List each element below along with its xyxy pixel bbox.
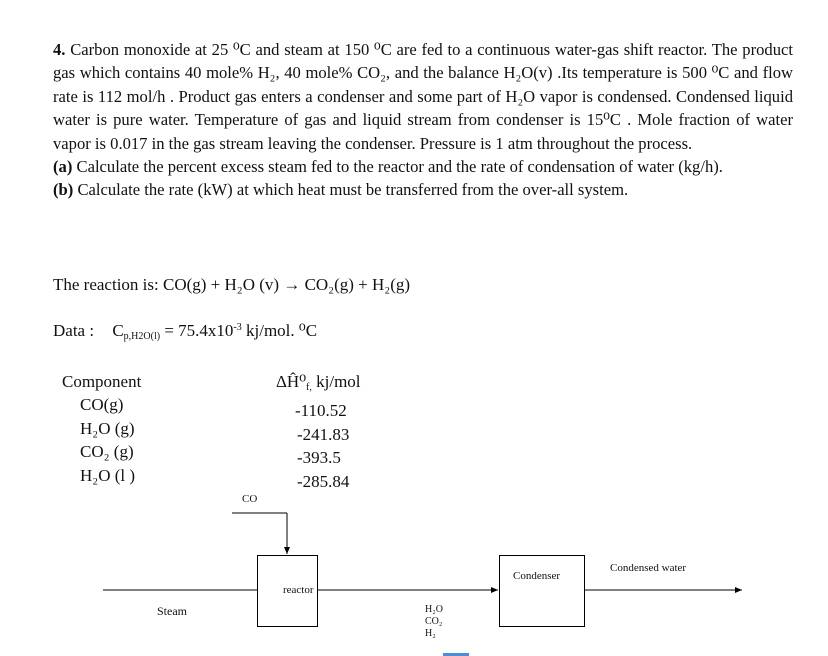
- enthalpy-units: kj/mol: [316, 372, 361, 391]
- enthalpy-sub: f,: [306, 382, 312, 393]
- enthalpy-cell: -110.52: [295, 401, 347, 421]
- data-label: Data :: [53, 321, 95, 340]
- problem-text: Carbon monoxide at 25 ⁰C and steam at 150 ⁰C are fed to a continuous water-gas shift reactor. The product gas which contains 40 mole% H₂, 40 mole% CO₂, and the balance H₂O(v) .Its temperature is 500 ⁰C and flow rate is 112 mol/h . Product gas enters a condenser and some part of H₂O vapor is condensed. Condensed liquid water is pure water. Temperature of gas and liquid stream from condenser is 15⁰C . Mole fraction of water vapor is 0.017 in the gas stream leaving the condenser. Pressure is 1 atm throughout the process.: [53, 40, 793, 153]
- cp-exponent: -3: [233, 322, 242, 333]
- cp-value: = 75.4x10: [164, 321, 234, 340]
- enthalpy-symbol: ΔĤ⁰: [276, 372, 307, 391]
- part-a-label: (a): [53, 157, 73, 177]
- cp-subscript: p,H2O(l): [123, 331, 161, 342]
- steam-label: Steam: [157, 604, 187, 618]
- reactor-label: reactor: [283, 584, 314, 596]
- co-label: CO: [242, 493, 258, 505]
- product-h2o: H₂O: [425, 604, 443, 615]
- component-header: Component: [62, 372, 142, 391]
- part-a-text: Calculate the percent excess steam fed to the reactor and the rate of condensation of water (kg/h).: [76, 157, 723, 177]
- condensed-water-label: Condensed water: [610, 562, 687, 574]
- product-h2: H₂: [425, 628, 436, 639]
- component-cell: H₂O (l ): [80, 465, 136, 485]
- condenser-label: Condenser: [513, 570, 561, 582]
- reaction-equation: The reaction is: CO(g) + H₂O (v) → CO₂(g) + H₂(g): [53, 275, 411, 294]
- cp-units: kj/mol. ⁰C: [246, 321, 318, 340]
- condenser-box: [499, 555, 585, 627]
- cp-symbol: C: [112, 321, 124, 340]
- problem-number: 4.: [53, 40, 66, 59]
- enthalpy-cell: -393.5: [297, 448, 341, 468]
- product-co2: CO₂: [425, 616, 443, 627]
- product-stream-label: [425, 604, 443, 640]
- enthalpy-cell: -285.84: [297, 471, 350, 491]
- part-b-label: (b): [53, 180, 74, 200]
- component-cell: CO(g): [80, 395, 124, 415]
- component-cell: H₂O (g): [80, 418, 135, 438]
- component-cell: CO₂ (g): [80, 442, 134, 462]
- part-b-text: Calculate the rate (kW) at which heat must be transferred from the over-all system.: [77, 180, 629, 200]
- enthalpy-cell: -241.83: [297, 424, 350, 444]
